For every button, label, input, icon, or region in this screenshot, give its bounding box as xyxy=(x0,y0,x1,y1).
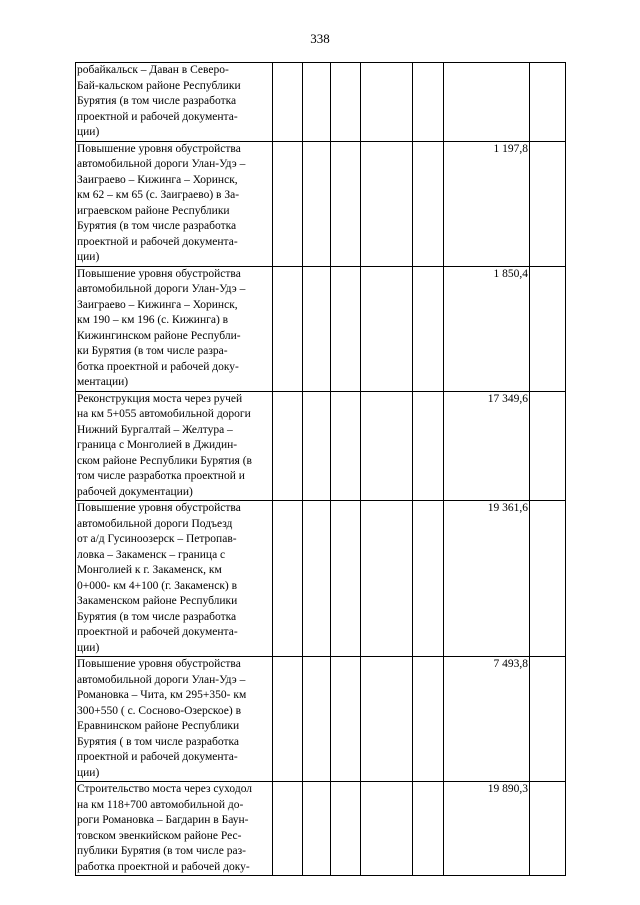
page-number: 338 xyxy=(310,31,330,46)
empty-cell xyxy=(361,501,413,657)
description-line: Кижингинском районе Республи- xyxy=(77,329,241,342)
empty-cell xyxy=(303,63,331,142)
description-line: Бай-кальском районе Республики xyxy=(77,79,241,92)
row-description xyxy=(76,782,273,876)
empty-cell xyxy=(413,63,444,142)
description-line: ции) xyxy=(77,251,100,263)
description-line: работка проектной и рабочей доку- xyxy=(77,860,250,873)
empty-cell xyxy=(361,657,413,782)
description-line: публики Бурятия (в том числе раз- xyxy=(77,845,246,857)
row-value: 1 850,4 xyxy=(444,266,530,391)
description-line: Романовка – Чита, км 295+350- км xyxy=(77,689,247,701)
description-line: Строительство моста через суходол xyxy=(77,783,253,795)
description-line: роги Романовка – Багдарин в Баун- xyxy=(77,814,249,826)
empty-cell xyxy=(413,782,444,876)
description-line: ции) xyxy=(77,641,100,654)
row-description xyxy=(76,266,273,391)
description-line: на км 5+055 автомобильной дороги xyxy=(77,408,251,420)
row-value: 19 361,6 xyxy=(444,501,530,657)
row-value: 1 197,8 xyxy=(444,141,530,266)
table-row xyxy=(76,782,566,876)
description-line: Закаменском районе Республики xyxy=(77,595,238,607)
row-description xyxy=(76,501,273,657)
table-row xyxy=(76,141,566,266)
description-line: Повышение уровня обустройства xyxy=(77,142,241,155)
empty-cell xyxy=(530,501,566,657)
row-value: 17 349,6 xyxy=(444,391,530,501)
empty-cell xyxy=(331,266,361,391)
empty-cell xyxy=(273,63,303,142)
description-line: играевском районе Республики xyxy=(77,204,230,217)
empty-cell xyxy=(361,141,413,266)
description-line: Монголией к г. Закаменск, км xyxy=(77,564,222,576)
empty-cell xyxy=(303,782,331,876)
empty-cell xyxy=(530,657,566,782)
budget-table xyxy=(75,62,566,876)
description-line: км 62 – км 65 (с. Заиграево) в За- xyxy=(77,189,240,201)
row-description xyxy=(76,391,273,501)
empty-cell xyxy=(273,782,303,876)
table-row xyxy=(76,657,566,782)
empty-cell xyxy=(413,657,444,782)
description-line: робайкальск – Даван в Северо- xyxy=(77,64,229,76)
description-line: товском эвенкийском районе Рес- xyxy=(77,829,242,842)
empty-cell xyxy=(331,501,361,657)
empty-cell xyxy=(331,391,361,501)
description-line: проектной и рабочей документа- xyxy=(77,110,238,123)
description-line: том числе разработка проектной и xyxy=(77,470,245,482)
table-row xyxy=(76,63,566,142)
empty-cell xyxy=(413,141,444,266)
empty-cell xyxy=(361,63,413,142)
row-description xyxy=(76,63,273,142)
row-value: 7 493,8 xyxy=(444,657,530,782)
row-value xyxy=(444,63,530,142)
description-line: ском районе Республики Бурятия (в xyxy=(77,454,252,467)
empty-cell xyxy=(303,657,331,782)
description-line: ментации) xyxy=(77,376,129,388)
description-line: км 190 – км 196 (с. Кижинга) в xyxy=(77,314,229,326)
description-line: проектной и рабочей документа- xyxy=(77,626,238,638)
row-description xyxy=(76,141,273,266)
empty-cell xyxy=(361,782,413,876)
empty-cell xyxy=(273,391,303,501)
empty-cell xyxy=(530,391,566,501)
table-row xyxy=(76,501,566,657)
table-body xyxy=(76,63,566,876)
description-line: на км 118+700 автомобильной до- xyxy=(77,798,244,811)
description-line: ки Бурятия (в том числе разра- xyxy=(77,345,228,357)
empty-cell xyxy=(413,266,444,391)
description-line: 300+550 ( с. Сосново-Озерское) в xyxy=(77,704,242,717)
description-line: Повышение уровня обустройства xyxy=(77,267,241,280)
description-line: Бурятия (в том числе разработка xyxy=(77,95,237,107)
empty-cell xyxy=(303,141,331,266)
empty-cell xyxy=(273,266,303,391)
description-line: Заиграево – Кижинга – Хоринск, xyxy=(77,173,238,186)
empty-cell xyxy=(530,141,566,266)
empty-cell xyxy=(413,501,444,657)
description-line: автомобильной дороги Улан-Удэ – xyxy=(77,283,246,295)
description-line: 0+000- км 4+100 (г. Закаменск) в xyxy=(77,579,238,592)
description-line: автомобильной дороги Улан-Удэ – xyxy=(77,673,246,686)
description-line: ции) xyxy=(77,766,100,779)
empty-cell xyxy=(361,266,413,391)
description-line: Заиграево – Кижинга – Хоринск, xyxy=(77,298,238,311)
table-row xyxy=(76,266,566,391)
description-line: Повышение уровня обустройства xyxy=(77,658,241,670)
table-row xyxy=(76,391,566,501)
row-description xyxy=(76,657,273,782)
empty-cell xyxy=(273,657,303,782)
description-line: Реконструкция моста через ручей xyxy=(77,392,243,405)
empty-cell xyxy=(331,141,361,266)
description-line: проектной и рабочей документа- xyxy=(77,235,238,248)
empty-cell xyxy=(303,266,331,391)
description-line: автомобильной дороги Улан-Удэ – xyxy=(77,158,246,170)
description-line: ции) xyxy=(77,126,100,138)
empty-cell xyxy=(331,782,361,876)
empty-cell xyxy=(303,501,331,657)
empty-cell xyxy=(273,141,303,266)
row-value: 19 890,3 xyxy=(444,782,530,876)
description-line: проектной и рабочей документа- xyxy=(77,751,238,763)
description-line: от а/д Гусиноозерск – Петропав- xyxy=(77,533,237,545)
description-line: Бурятия (в том числе разработка xyxy=(77,610,237,623)
empty-cell xyxy=(530,782,566,876)
empty-cell xyxy=(331,63,361,142)
description-line: рабочей документации) xyxy=(77,485,193,498)
empty-cell xyxy=(413,391,444,501)
empty-cell xyxy=(273,501,303,657)
empty-cell xyxy=(530,266,566,391)
description-line: Бурятия (в том числе разработка xyxy=(77,220,237,232)
empty-cell xyxy=(303,391,331,501)
description-line: Еравнинском районе Республики xyxy=(77,720,240,732)
description-line: автомобильной дороги Подъезд xyxy=(77,517,233,530)
empty-cell xyxy=(331,657,361,782)
description-line: Бурятия ( в том числе разработка xyxy=(77,735,240,748)
description-line: ловка – Закаменск – граница с xyxy=(77,548,226,561)
empty-cell xyxy=(361,391,413,501)
description-line: ботка проектной и рабочей доку- xyxy=(77,360,239,373)
description-line: Повышение уровня обустройства xyxy=(77,502,241,514)
empty-cell xyxy=(530,63,566,142)
description-line: граница с Монголией в Джидин- xyxy=(77,439,238,451)
description-line: Нижний Бургалтай – Желтура – xyxy=(77,423,233,436)
